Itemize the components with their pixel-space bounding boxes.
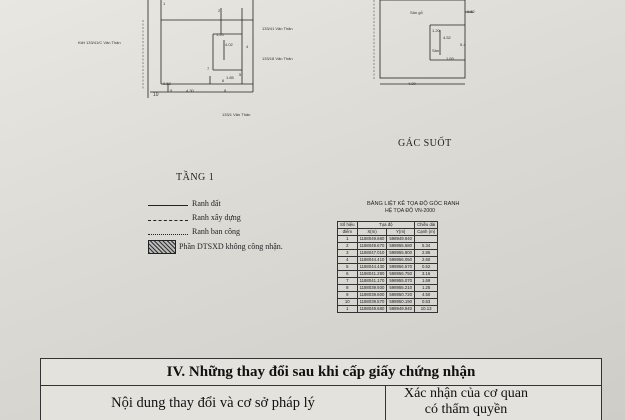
dimension-label: 0.58: [163, 81, 171, 86]
edge-length: [415, 236, 438, 243]
x-value: 1188049.670: [357, 243, 387, 250]
edge-length: 2.60: [415, 257, 438, 264]
x-value: 1188044.430: [357, 264, 387, 271]
header-so-hieu: Số hiệu: [338, 222, 358, 229]
legend-line-dotted: [148, 234, 188, 235]
point-id: 8: [338, 285, 358, 292]
site-plan-drawing: [0, 0, 625, 130]
edge-length: 2.86: [415, 250, 438, 257]
point-label: 4: [246, 44, 249, 49]
point-label: 8: [224, 88, 227, 93]
legend-ranh-dat: Ranh đất: [192, 199, 221, 208]
table-row: [338, 236, 438, 243]
x-value: 1188049.680: [357, 306, 387, 313]
x-value: 1188044.410: [357, 257, 387, 264]
tang1-label: TẦNG 1: [176, 172, 215, 183]
dimension-label: 5.4: [460, 42, 466, 47]
edge-length: 5.34: [415, 243, 438, 250]
table-row: [338, 264, 438, 271]
dimension-label: 4.30: [186, 88, 194, 93]
point-id: 4: [338, 257, 358, 264]
edge-length: 3.16: [415, 271, 438, 278]
y-value: 598955.680: [387, 243, 415, 250]
dimension-label: 0.52: [467, 9, 475, 14]
legend-hatch-swatch: [148, 240, 176, 254]
point-id: 1: [338, 306, 358, 313]
table-row: [338, 271, 438, 278]
header-toa-do: Tọa độ: [357, 222, 414, 229]
authority-line-1: Xác nhận của cơ quan: [403, 386, 528, 401]
legend-line-solid: [148, 205, 188, 206]
road-label-right-mid: 133/18 Văn Thân: [262, 56, 293, 61]
point-label: 9: [170, 88, 173, 93]
legend-ranh-xay-dung: Ranh xây dựng: [192, 213, 241, 222]
point-label: 2: [218, 8, 221, 13]
gac-suot-label: GÁC SUỐT: [398, 138, 452, 149]
y-value: 598949.940: [387, 306, 415, 313]
y-value: 598956.050: [387, 257, 415, 264]
header-canh: Cạnh (m): [415, 229, 438, 236]
road-label-left: Kiệt 133/41/C Văn Thân: [78, 40, 121, 45]
point-id: 6: [338, 271, 358, 278]
y-value: 598955.900: [387, 250, 415, 257]
coord-table-subtitle: HỆ TỌA ĐỘ VN-2000: [385, 208, 436, 214]
header-chieu-dai: Chiều dài: [415, 222, 438, 229]
point-label: 6: [222, 78, 225, 83]
header-diem: điểm: [338, 229, 358, 236]
dimension-label: 1.20: [216, 32, 224, 37]
edge-length: 1.69: [415, 278, 438, 285]
road-label-bottom: 133/1 Văn Thân: [222, 112, 251, 117]
table-row: [338, 285, 438, 292]
legend-ranh-ban-cong: Ranh ban công: [192, 227, 240, 236]
x-value: 1188039.600: [357, 292, 387, 299]
dimension-label: 4.02: [225, 42, 233, 47]
authority-line-2: có thẩm quyền: [424, 402, 508, 417]
coord-table-title: BẢNG LIỆT KÊ TỌA ĐỘ GÓC RANH: [367, 201, 460, 207]
authority-confirmation-header: [387, 386, 545, 418]
changes-section: [40, 358, 602, 420]
x-value: 1188041.170: [357, 278, 387, 285]
y-value: 598950.190: [387, 299, 415, 306]
edge-length: 10.13: [415, 306, 438, 313]
point-label: 10: [153, 92, 159, 98]
changes-section-title: IV. Những thay đổi sau khi cấp giấy chứng nhận: [41, 359, 601, 386]
point-id: 7: [338, 278, 358, 285]
right-plan-label: Sân gỗ: [410, 10, 423, 15]
point-id: 2: [338, 243, 358, 250]
road-label-right-top: 133/41 Văn Thân: [262, 26, 293, 31]
point-id: 5: [338, 264, 358, 271]
point-label: 5: [239, 72, 242, 77]
header-x: X(m): [357, 229, 387, 236]
x-value: 1188047.010: [357, 250, 387, 257]
y-value: 598956.570: [387, 264, 415, 271]
table-row: [338, 243, 438, 250]
x-value: 1188049.680: [357, 236, 387, 243]
table-row: [338, 292, 438, 299]
legend-phan-dtsxd: Phần DTSXD không công nhận.: [179, 242, 283, 251]
y-value: 598949.940: [387, 236, 415, 243]
edge-length: 1.25: [415, 285, 438, 292]
point-id: 9: [338, 292, 358, 299]
y-value: 598950.720: [387, 292, 415, 299]
table-row: [338, 257, 438, 264]
coordinate-table: [337, 221, 438, 313]
x-value: 1188039.930: [357, 285, 387, 292]
dimension-label: 1.85: [226, 75, 234, 80]
point-id: 1: [338, 236, 358, 243]
y-value: 598955.070: [387, 278, 415, 285]
y-value: 598955.210: [387, 285, 415, 292]
table-row: [338, 278, 438, 285]
dimension-label: 4.20: [408, 81, 416, 86]
dimension-label: 1.20: [432, 28, 440, 33]
edge-length: 4.50: [415, 292, 438, 299]
header-y: Y(m): [387, 229, 415, 236]
point-label: 1: [163, 1, 166, 6]
x-value: 1188039.570: [357, 299, 387, 306]
right-plan-label: Sân: [432, 48, 440, 53]
point-id: 10: [338, 299, 358, 306]
table-row: [338, 306, 438, 313]
y-value: 598956.750: [387, 271, 415, 278]
dimension-label: 1.69: [446, 56, 454, 61]
changes-content-header: Nội dung thay đổi và cơ sở pháp lý: [41, 386, 386, 420]
point-id: 3: [338, 250, 358, 257]
table-row: [338, 250, 438, 257]
point-label: 7: [207, 66, 210, 71]
edge-length: 0.53: [415, 299, 438, 306]
edge-length: 0.52: [415, 264, 438, 271]
legend-line-dashed: [148, 220, 188, 221]
table-row: [338, 299, 438, 306]
x-value: 1188041.280: [357, 271, 387, 278]
dimension-label: 4.52: [443, 35, 451, 40]
